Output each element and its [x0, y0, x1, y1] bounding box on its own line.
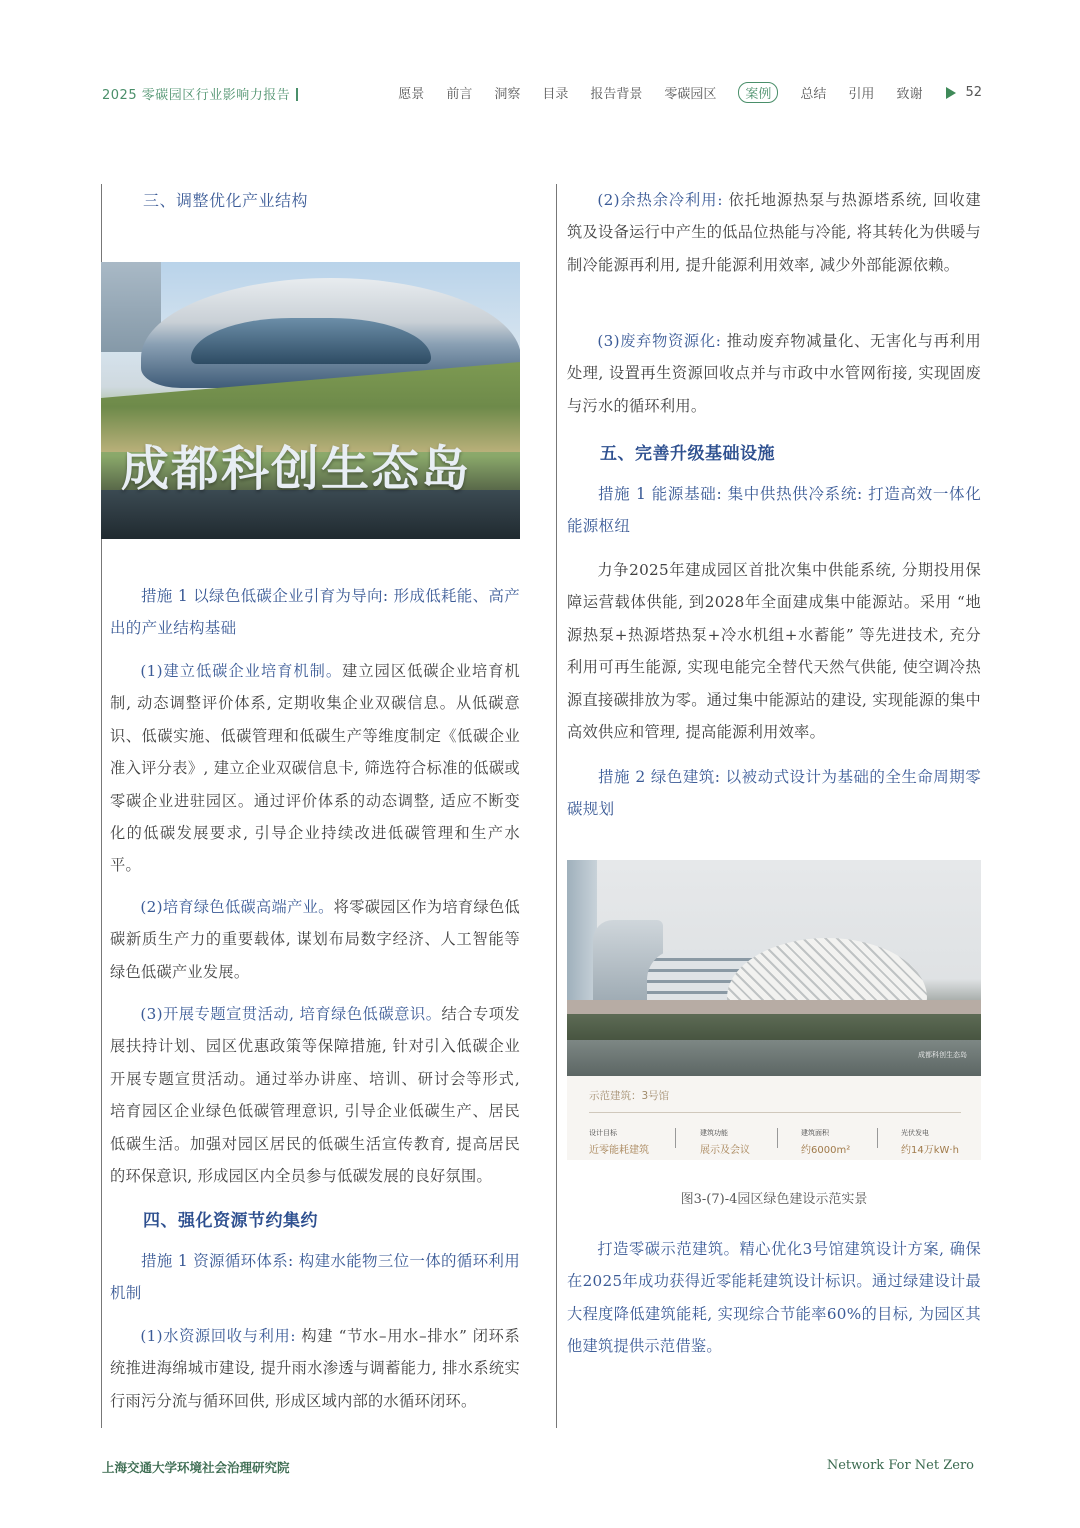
paragraph-1-lead: (1)建立低碳企业培育机制。: [140, 662, 343, 680]
panel-cell-key: 建筑面积: [801, 1129, 829, 1137]
section-heading-4: 四、强化资源节约集约: [143, 1211, 318, 1231]
footer-institute: 上海交通大学环境社会治理研究院: [102, 1460, 290, 1475]
nav-item-preface[interactable]: 前言: [446, 87, 473, 102]
paragraph-3: [110, 998, 520, 1192]
section-heading-3: 三、调整优化产业结构: [143, 191, 309, 210]
panel-cell-value: 展示及会议: [700, 1145, 750, 1156]
panel-cell-value: 近零能耗建筑: [589, 1145, 649, 1156]
nav-item-summary[interactable]: 总结: [800, 87, 827, 102]
paragraph-5-body: 依托地源热泵与热源塔系统, 回收建筑及设备运行中产生的低品位热能与冷能, 将其转化为供暖与制冷能源再利用, 提升能源利用效率, 减少外部能源依赖。: [567, 191, 981, 274]
paragraph-6-lead: (3)废弃物资源化:: [597, 332, 722, 350]
photo-sign-text: 成都科创生态岛: [121, 441, 472, 497]
section-heading-5: 五、完善升级基础设施: [600, 444, 775, 464]
paragraph-6-body: 推动废弃物减量化、无害化与再利用处理, 设置再生资源回收点并与市政中水管网衔接, 实现固废与污水的循环利用。: [567, 332, 981, 415]
right-column-rule: [556, 184, 557, 1428]
top-nav: [398, 82, 982, 103]
building-info-panel: [567, 1076, 981, 1160]
nav-item-references[interactable]: 引用: [848, 87, 875, 102]
panel-cell-key: 设计目标: [589, 1129, 617, 1137]
paragraph-7: 力争2025年建成园区首批次集中供能系统, 分期投用保障运营载体供能, 到2028年全面建成集中能源站。采用 “地源热泵+热源塔热泵+冷水机组+水蓄能” 等先进技术, 充分利用可再生能源, 实现电能完全替代天然气供能, 使空调冷热源直接碳排放为零。通过集中能源站的建设, 实现能源的集中高效供应和管理, 提高能源利用效率。: [567, 561, 981, 742]
panel-separator: [777, 1128, 778, 1148]
paragraph-4: [110, 1320, 520, 1417]
title-divider: [296, 88, 298, 101]
paragraph-6: [567, 325, 981, 422]
photo-ecological-island: [101, 262, 520, 539]
measure-title-1: 措施 1 以绿色低碳企业引育为导向: 形成低耗能、高产出的产业结构基础: [110, 587, 520, 638]
paragraph-2-body: 将零碳园区作为培育绿色低碳新质生产力的重要载体, 谋划布局数字经济、人工智能等绿色低碳产业发展。: [110, 898, 520, 981]
paragraph-1-body: 建立园区低碳企业培育机制, 动态调整评价体系, 定期收集企业双碳信息。从低碳意识、低碳实施、低碳管理和低碳生产等维度制定《低碳企业准入评分表》, 建立企业双碳信息卡, 筛选符合标准的低碳或零碳企业进驻园区。通过评价体系的动态调整, 适应不断变化的低碳发展要求, 引导企业持续改进低碳管理和生产水平。: [110, 662, 520, 875]
panel-cell-value: 约14万kW·h: [901, 1145, 959, 1156]
nav-item-insight[interactable]: 洞察: [494, 87, 521, 102]
panel-cell-function: [700, 1128, 750, 1156]
report-title: 2025 零碳园区行业影响力报告: [102, 84, 298, 103]
photo-lattice-dome: [727, 938, 927, 1008]
paragraph-5: [567, 184, 981, 281]
nav-item-vision[interactable]: 愿景: [398, 87, 425, 102]
nav-item-cases[interactable]: 案例: [738, 82, 778, 103]
nav-item-zero-carbon-park[interactable]: 零碳园区: [664, 87, 717, 102]
paragraph-3-lead: (3)开展专题宣贯活动, 培育绿色低碳意识。: [140, 1005, 442, 1023]
play-arrow-icon[interactable]: [946, 87, 956, 99]
panel-cell-pv: [901, 1128, 959, 1156]
measure-title-5: 措施 1 能源基础: 集中供热供冷系统: 打造高效一体化能源枢纽: [567, 485, 981, 536]
page-number: 52: [965, 85, 982, 100]
nav-item-thanks[interactable]: 致谢: [896, 87, 923, 102]
paragraph-4-body: 构建 “节水–用水–排水” 闭环系统推进海绵城市建设, 提升雨水渗透与调蓄能力, 排水系统实行雨污分流与循环回供, 形成区域内部的水循环闭环。: [110, 1327, 520, 1410]
photo-hall-3: [567, 860, 981, 1076]
figure-caption: 图3-(7)-4园区绿色建设示范实景: [680, 1192, 868, 1207]
nav-item-background[interactable]: 报告背景: [590, 87, 643, 102]
panel-cell-target: [589, 1128, 649, 1156]
paragraph-2-lead: (2)培育绿色低碳高端产业。: [140, 898, 334, 916]
paragraph-2: [110, 891, 520, 988]
measure-title-6: 措施 2 绿色建筑: 以被动式设计为基础的全生命周期零碳规划: [567, 768, 981, 819]
panel-cell-key: 建筑功能: [700, 1129, 728, 1137]
panel-separator: [675, 1128, 676, 1148]
paragraph-3-body: 结合专项发展扶持计划、园区优惠政策等保障措施, 针对引入低碳企业开展专题宣贯活动。通过举办讲座、培训、研讨会等形式, 培育园区企业绿色低碳管理意识, 引导企业低碳生产、居民低碳生活。加强对园区居民的低碳生活宣传教育, 提高居民的环保意识, 形成园区内全员参与低碳发展的良好氛围。: [110, 1005, 521, 1186]
paragraph-8: 打造零碳示范建筑。精心优化3号馆建筑设计方案, 确保在2025年成功获得近零能耗建筑设计标识。通过绿建设计最大程度降低建筑能耗, 实现综合节能率60%的目标, 为园区其他建筑提供示范借鉴。: [567, 1240, 981, 1356]
panel-cell-value: 约6000m²: [801, 1145, 851, 1156]
nav-item-contents[interactable]: 目录: [542, 87, 569, 102]
panel-cell-key: 光伏发电: [901, 1129, 929, 1137]
photo-watermark: 成都科创生态岛: [918, 1051, 967, 1059]
paragraph-5-lead: (2)余热余冷利用:: [597, 191, 723, 209]
paragraph-1: [110, 655, 520, 882]
panel-title: 示范建筑：3号馆: [589, 1090, 670, 1102]
panel-cell-area: [801, 1128, 850, 1156]
footer-brand: Network For Net Zero: [826, 1458, 974, 1473]
panel-divider: [589, 1112, 961, 1113]
paragraph-4-lead: (1)水资源回收与利用:: [140, 1327, 296, 1345]
measure-title-4: 措施 1 资源循环体系: 构建水能物三位一体的循环利用机制: [110, 1252, 520, 1303]
photo-trees: [567, 1014, 981, 1042]
panel-separator: [877, 1128, 878, 1148]
